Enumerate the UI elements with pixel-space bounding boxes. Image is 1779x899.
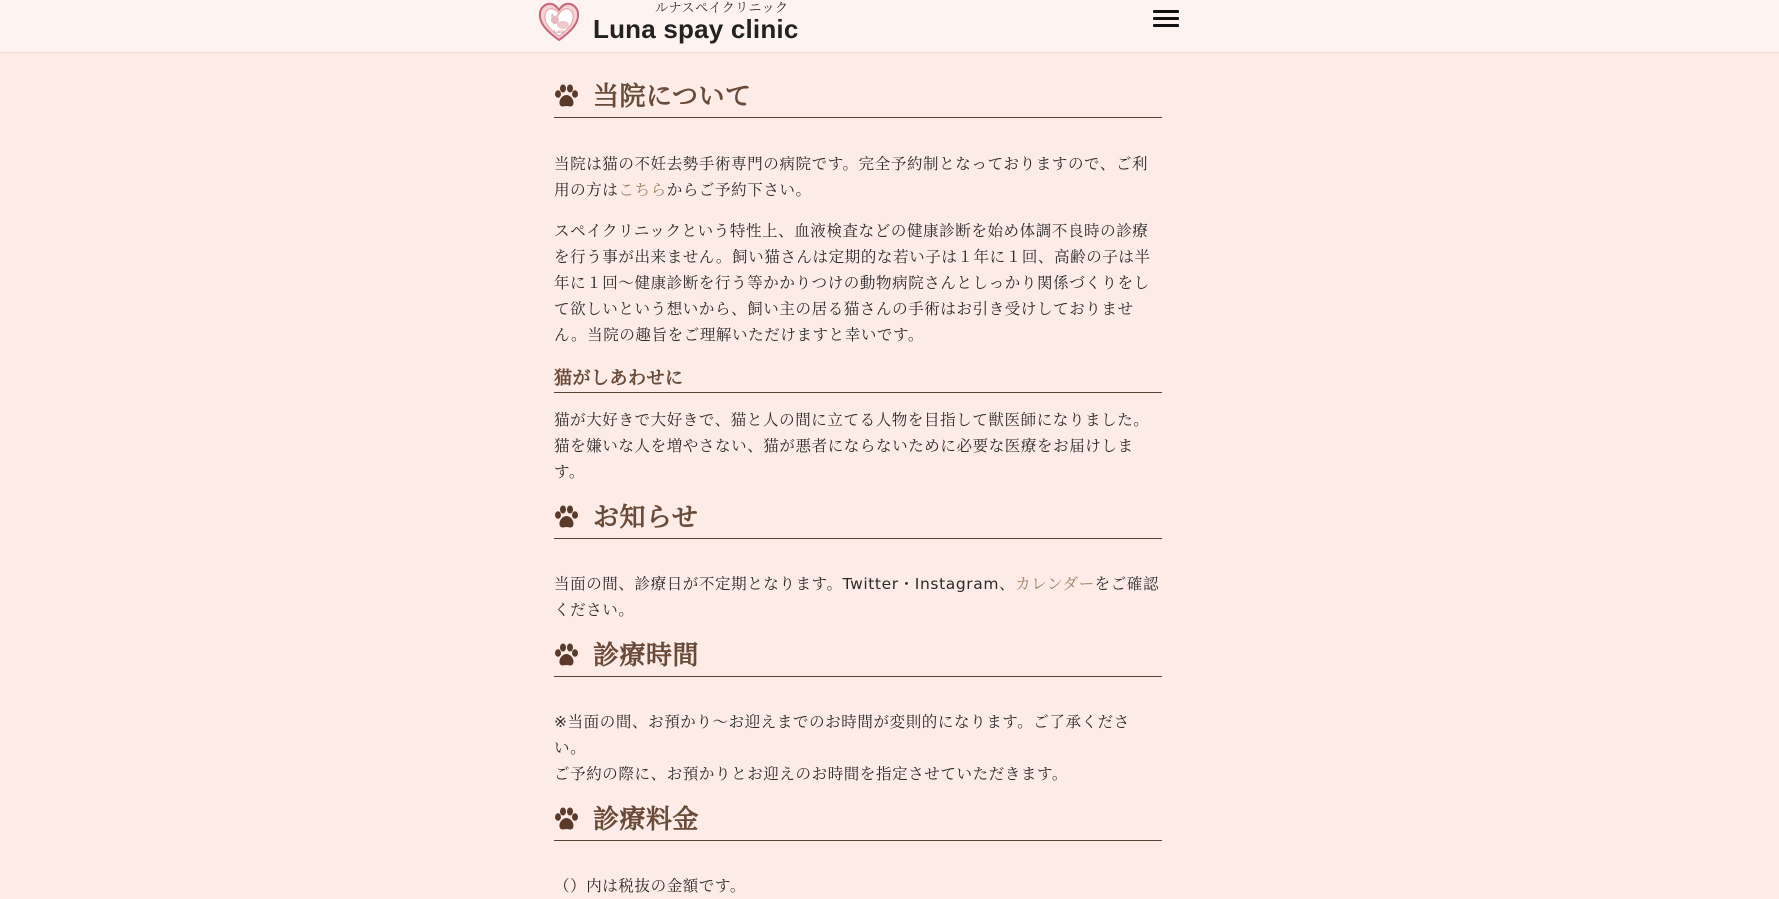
- paw-icon: [554, 643, 579, 667]
- hours-line-2: ご予約の際に、お預かりとお迎えのお時間を指定させていただきます。: [554, 765, 1068, 783]
- section-heading-about: [554, 52, 1162, 118]
- calendar-link[interactable]: カレンダー: [1015, 575, 1095, 593]
- section-heading-news: [554, 475, 1162, 539]
- logo-name-text: Luna spay clinic: [593, 14, 799, 44]
- svg-text:Luna: Luna: [554, 29, 564, 34]
- hours-title: 診療時間: [593, 641, 700, 671]
- section-heading-fees: [554, 777, 1162, 841]
- about-paragraph-3-line-1: 猫が大好きで大好きで、猫と人の間に立てる人物を目指して獣医師になりました。: [554, 411, 1150, 429]
- about-title: 当院について: [593, 82, 752, 112]
- hamburger-menu-icon[interactable]: [1153, 7, 1179, 33]
- about-paragraph-3-line-2: 猫を嫌いな人を増やさない、猫が悪者にならないために必要な医療をお届けします。: [554, 437, 1134, 481]
- section-heading-hours: [554, 613, 1162, 677]
- hours-line-1: ※当面の間、お預かり～お迎えまでのお時間が変則的になります。ご了承ください。: [554, 713, 1130, 757]
- paw-icon: [554, 505, 579, 529]
- hours-paragraph: [554, 709, 1162, 787]
- about-paragraph-2: スペイクリニックという特性上、血液検査などの健康診断を始め体調不良時の診療を行う事が出来ません。飼い猫さんは定期的な若い子は１年に１回、高齢の子は半年に１回～健康診断を行う等かかりつけの動物病院さんとしっかり関係づくりをして欲しいという想いから、飼い主の居る猫さんの手術はお引き受けしておりません。当院の趣旨をご理解いただけますと幸いです。: [554, 222, 1151, 344]
- about-paragraph-1: 当院は猫の不妊去勢手術専門の病院です。完全予約制となっておりますので、ご利用の方はこちらからご予約下さい。: [554, 155, 1149, 199]
- logo-heart-cat-icon: [537, 0, 581, 44]
- paw-icon: [554, 807, 579, 831]
- fees-note: （）内は税抜の金額です。: [554, 877, 746, 895]
- news-paragraph: 当面の間、診療日が不定期となります。Twitter・Instagram、カレンダーをご確認ください。: [554, 575, 1160, 619]
- logo-kana-text: ルナスペイクリニック: [655, 1, 789, 16]
- about-subtitle: 猫がしあわせに: [554, 364, 1162, 393]
- about-paragraph-3: [554, 407, 1162, 485]
- reservation-link[interactable]: こちら: [618, 181, 667, 199]
- site-header: [0, 0, 1779, 53]
- news-title: お知らせ: [593, 503, 699, 533]
- main-content: [554, 52, 1162, 899]
- fees-title: 診療料金: [593, 805, 700, 835]
- paw-icon: [554, 84, 579, 108]
